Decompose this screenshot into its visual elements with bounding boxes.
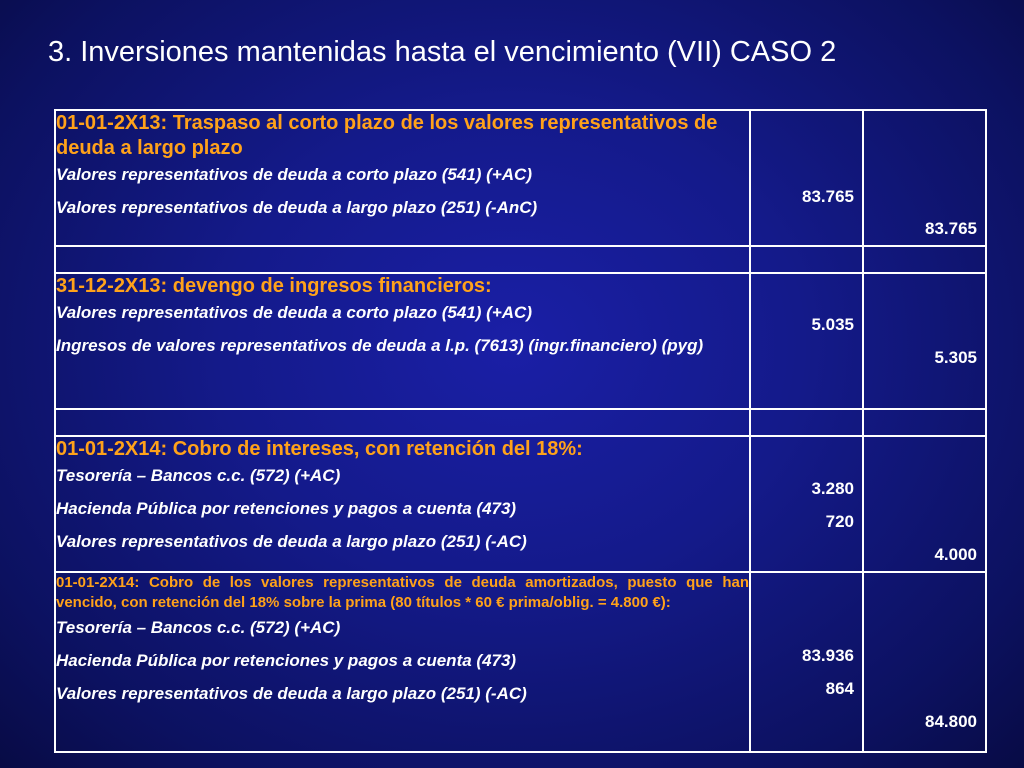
entry-4-account-3: Valores representativos de deuda a largo plazo (251) (-AC) — [56, 684, 527, 703]
entry-3-account-2: Hacienda Pública por retenciones y pagos a cuenta (473) — [56, 499, 517, 518]
entry-4-account-2: Hacienda Pública por retenciones y pagos a cuenta (473) — [56, 651, 517, 670]
entry-2-heading: 31-12-2X13: devengo de ingresos financieros: — [56, 275, 492, 297]
journal-entries-table — [54, 109, 987, 753]
entry-3-account-1: Tesorería – Bancos c.c. (572) (+AC) — [56, 466, 341, 485]
journal-entry-4 — [55, 572, 986, 752]
journal-entry-2 — [55, 273, 986, 409]
entry-3-debit-2: 720 — [825, 512, 854, 531]
entry-1-debit — [750, 110, 863, 246]
entry-2-debit-1: 5.035 — [811, 315, 854, 334]
entry-3-credit — [863, 436, 986, 572]
entry-4-debit-1: 83.936 — [802, 646, 854, 665]
entry-3-description — [55, 436, 750, 572]
entry-3-debit — [750, 436, 863, 572]
entry-4-credit-1: 84.800 — [925, 712, 977, 731]
entry-1-credit-1: 83.765 — [925, 219, 977, 238]
entry-2-debit — [750, 273, 863, 409]
entry-4-heading: 01-01-2X14: Cobro de los valores representativos de deuda amortizados, puesto que han vencido, con retención del 18% sobre la prima (80 títulos * 60 € prima/oblig. = 4.800 €): — [56, 574, 749, 611]
entry-4-debit-2: 864 — [825, 679, 854, 698]
entry-1-heading: 01-01-2X13: Traspaso al corto plazo de los valores representativos de deuda a largo plazo — [56, 112, 718, 159]
entry-3-heading: 01-01-2X14: Cobro de intereses, con retención del 18%: — [56, 438, 583, 460]
entry-4-credit — [863, 572, 986, 752]
entry-3-credit-1: 4.000 — [934, 545, 977, 564]
entry-2-credit-1: 5.305 — [934, 348, 977, 367]
entry-1-account-2: Valores representativos de deuda a largo plazo (251) (-AnC) — [56, 198, 538, 217]
journal-entry-3 — [55, 436, 986, 572]
entry-3-debit-1: 3.280 — [811, 479, 854, 498]
entry-4-description — [55, 572, 750, 752]
entry-1-description — [55, 110, 750, 246]
entry-2-account-2: Ingresos de valores representativos de deuda a l.p. (7613) (ingr.financiero) (pyg) — [56, 336, 704, 355]
slide-title: 3. Inversiones mantenidas hasta el vencimiento (VII) CASO 2 — [48, 36, 837, 68]
entry-4-debit — [750, 572, 863, 752]
spacer-row-1 — [55, 246, 986, 273]
spacer-row-2 — [55, 409, 986, 436]
entry-4-account-1: Tesorería – Bancos c.c. (572) (+AC) — [56, 618, 341, 637]
entry-2-account-1: Valores representativos de deuda a corto plazo (541) (+AC) — [56, 303, 532, 322]
entry-1-debit-1: 83.765 — [802, 187, 854, 206]
entry-1-account-1: Valores representativos de deuda a corto plazo (541) (+AC) — [56, 165, 532, 184]
entry-1-credit — [863, 110, 986, 246]
entry-2-credit — [863, 273, 986, 409]
entry-3-account-3: Valores representativos de deuda a largo plazo (251) (-AC) — [56, 532, 527, 551]
entry-2-description — [55, 273, 750, 409]
journal-entry-1 — [55, 110, 986, 246]
